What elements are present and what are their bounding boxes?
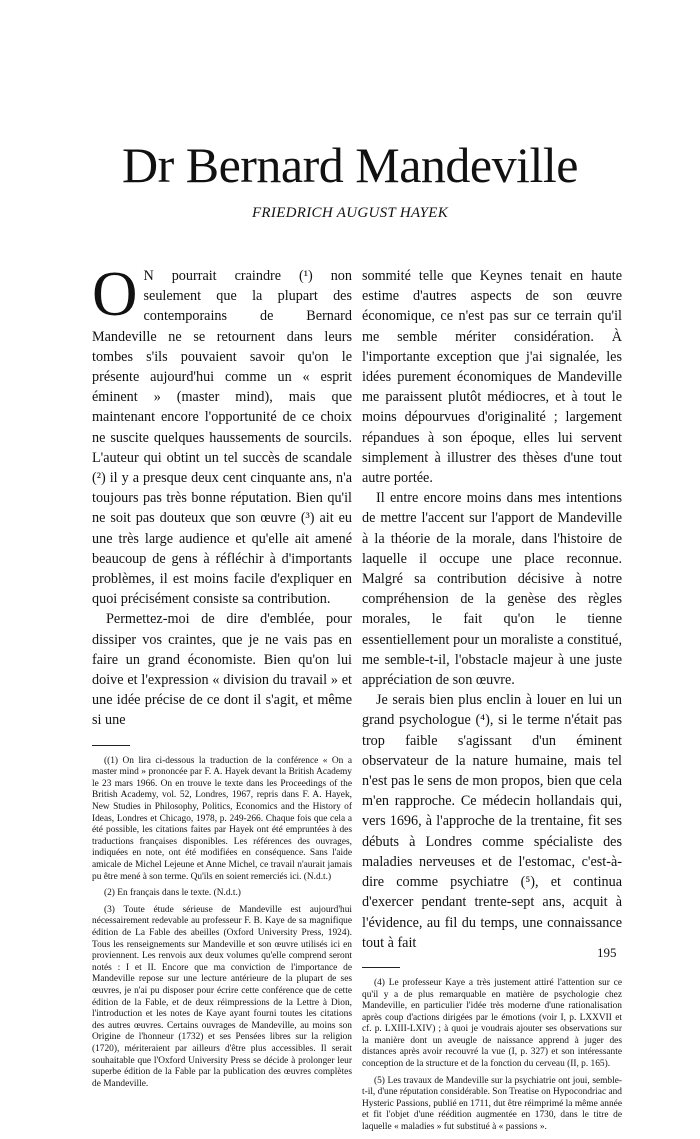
paragraph: Je serais bien plus enclin à louer en lui un grand psychologue (⁴), si le terme n'était pas trop faible s'agissant d'un éminent observateur de la nature humaine, mais tel n'est pas le sens de mon propos, bien que cela m'en rapproche. Ce médecin hollandais qui, vers 1696, à l'approche de la trentaine, fit ses débuts à Londres comme spécialiste des maladies nerveuses et de l'estomac, c'est-à-dire comme psychiatre (⁵), et continua d'exercer pendant trente-sept ans, acquit à l'évidence, au fil du temps, une connaissance tout à fait xyxy=(362,692,622,951)
footnote-divider xyxy=(92,745,130,746)
footnote: (4) Le professeur Kaye a très justement attiré l'attention sur ce qu'il y a de plus remarquable en matière de psychologie chez Mandeville, en particulier l'idée très moderne d'une rationalisation après coup d'actions dirigées par le émotions (voir I, p. LXXVII et cf. p. LXIII-LXIV) ; à quoi je voudrais ajouter ses observations sur la manière dont un aveugle de naissance apprend à juger des distances après avoir recouvré la vue (I, p. 327) et son intéressante conception de la structure et de la fonction du cerveau (II, p. 165). xyxy=(362,977,622,1070)
footnote: (5) Les travaux de Mandeville sur la psychiatrie ont joui, semble-t-il, d'une réputation considérable. Son Treatise on Hypocondriac and Hysteric Passions, publié en 1711, dut être réimprimé la même année et fit l'objet d'une réédition augmentée en 1730, dans le titre de laquelle « maladies » fut substitué à « passions ». xyxy=(362,1075,622,1133)
paragraph: sommité telle que Keynes tenait en haute estime d'autres aspects de son œuvre économique, ce n'est pas sur ce terrain qu'il me semble mériter considération. À l'importante exception que j'ai signalée, les idées purement économiques de Mandeville me paraissent plutôt médiocres, et à tout le moins dépourvues d'originalité ; largement répandues à son époque, elles lui servent simplement à illustrer des thèses d'une tout autre portée. xyxy=(362,268,622,487)
right-body xyxy=(362,266,622,953)
footnotes xyxy=(92,756,352,1091)
right-column xyxy=(362,266,622,1139)
paragraph xyxy=(92,259,352,609)
article-title: Dr Bernard Mandeville xyxy=(121,137,578,193)
footnotes xyxy=(362,978,622,1134)
paragraph-text: N pourrait craindre (¹) non seulement que la plupart des contemporains de Bernard Mandeville ne se retournent dans leurs tombes s'ils pouvaient savoir qu'on le présente aujourd'hui comme un « esprit éminent » (master mind), mais que maintenant encore l'opportunité de ce choix ne suscite quelques haussements de sourcils. L'auteur qui obtint un tel succès de scandale (²) il y a presque deux cent cinquante ans, n'a toujours pas très bonne réputation. Bien qu'il ne soit pas douteux que son œuvre (³) ait eu une très large audience et qu'elle ait amené beaucoup de gens à réfléchir à d'importants problèmes, il est moins facile d'expliquer en quoi précisément consiste sa contribution. xyxy=(92,268,352,608)
footnote: (3) Toute étude sérieuse de Mandeville est aujourd'hui nécessairement redevable au professeur F. B. Kaye de sa magnifique édition de La Fable des abeilles (Oxford University Press, 1924). Tous les renseignements sur Mandeville et son œuvre utilisés ici en proviennent. Les renvois aux deux volumes qu'elle comprend seront notés : I et II. Encore que ma conviction de l'importance de Mandeville repose sur une lecture antérieure de la plupart de ses œuvres, je n'ai pu disposer pour écrire cette conférence que de cette édition de la Fable, et de deux réimpressions de la Lettre à Dion, l'introduction et les notes de Kaye ayant fourni toutes les citations des autres œuvres. Certains ouvrages de Mandeville, au moins son Origine de l'honneur (1732) et ses Pensées libres sur la religion (1720), mériteraient par ailleurs d'être plus accessibles. Il serait souhaitable que l'Oxford University Press se décide à prolonger leur superbe édition de la Fable par la publication des œuvres complètes de Mandeville. xyxy=(92,904,352,1089)
page-number: 195 xyxy=(597,945,617,960)
left-body xyxy=(92,259,352,731)
footnote-divider xyxy=(362,967,400,968)
footnote: (2) En français dans le texte. (N.d.t.) xyxy=(104,888,241,899)
left-column xyxy=(92,259,352,1095)
drop-cap: O xyxy=(92,259,138,329)
paragraph: Permettez-moi de dire d'emblée, pour dissiper vos craintes, que je ne vais pas en faire un grand économiste. Bien qu'on lui doive et l'expression « division du travail » et une idée précise de ce dont il s'agit, et même si une xyxy=(92,611,352,729)
paragraph: Il entre encore moins dans mes intentions de mettre l'accent sur l'apport de Mandeville à la théorie de la morale, dans l'histoire de laquelle il occupe une place reconnue. Malgré sa contribution décisive à notre compréhension de la genèse des règles morales, le fait qu'on le tienne essentiellement pour un moraliste a constitué, me semble-t-il, l'obstacle majeur à une juste appréciation de son œuvre. xyxy=(362,490,622,689)
footnote: ((1) On lira ci-dessous la traduction de la conférence « On a master mind » prononcée par F. A. Hayek devant la British Academy le 23 mars 1966. On en trouve le texte dans les Proceedings of the British Academy, vol. 52, Londres, 1967, repris dans F. A. Hayek, New Studies in Philosophy, Politics, Economics and the History of Ideas, Londres et Chicago, 1978, p. 249-266. Chaque fois que cela a été possible, les citations faites par Hayek ont été empruntées à des traductions françaises disponibles. Les références des ouvrages, indiquées en note, ont été modifiées en conséquence. Sans l'aide amicale de Michel Lejeune et Anne Michel, ce travail n'aurait jamais pu être mené à son terme. Qu'ils en soient remerciés ici. (N.d.t.) xyxy=(92,755,352,882)
article-author: FRIEDRICH AUGUST HAYEK xyxy=(251,205,449,221)
